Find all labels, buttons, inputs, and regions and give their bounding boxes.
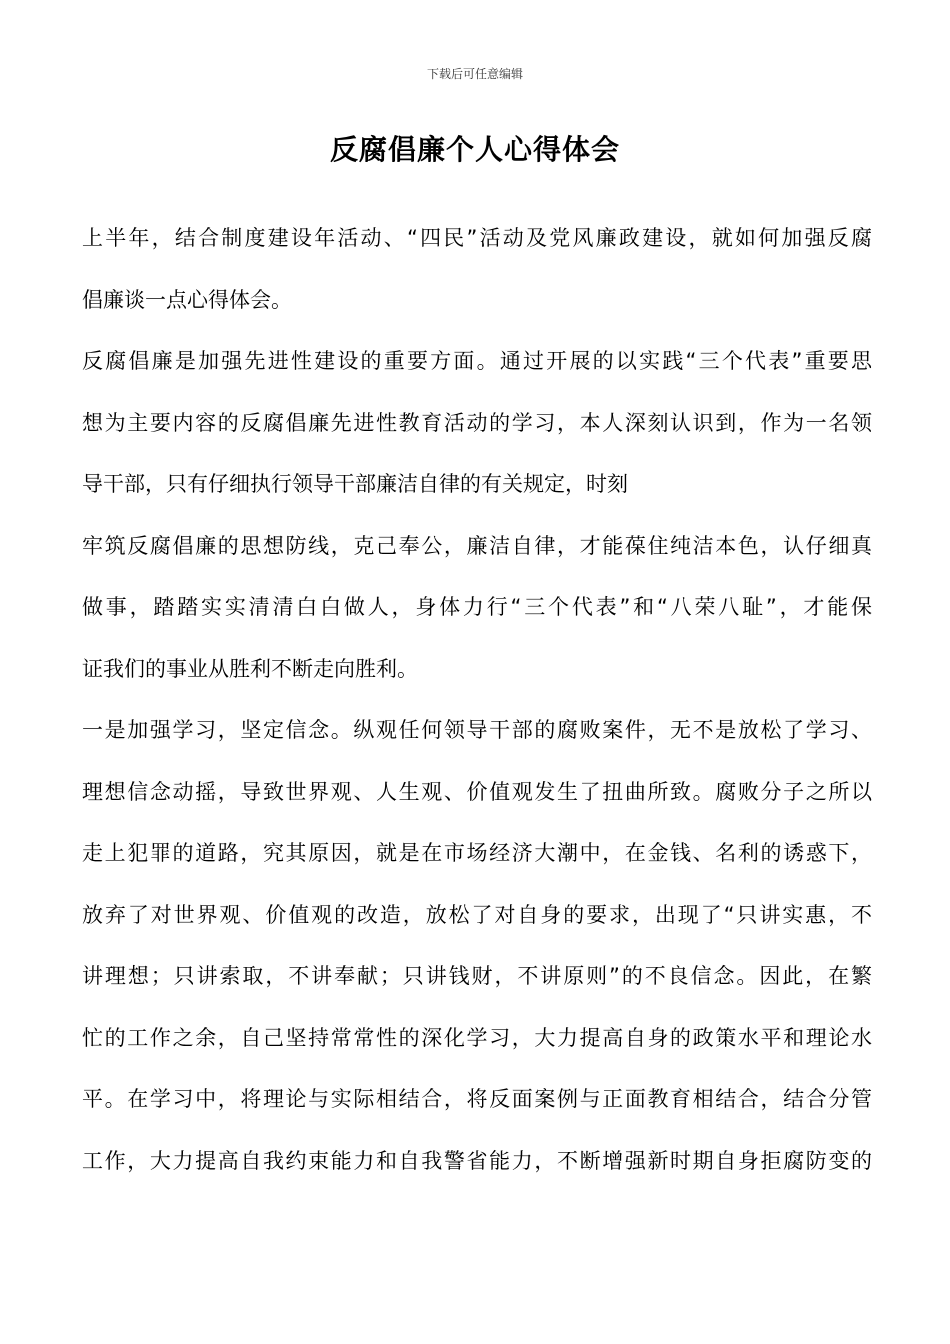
body-line: 牢筑反腐倡廉的思想防线，克己奉公，廉洁自律，才能葆住纯洁本色，认仔细真 [82, 533, 872, 558]
body-line: 工作，大力提高自我约束能力和自我警省能力，不断增强新时期自身拒腐防变的 [82, 1148, 872, 1173]
body-line: 倡廉谈一点心得体会。 [82, 287, 292, 312]
body-line: 放弃了对世界观、价值观的改造，放松了对自身的要求，出现了“只讲实惠，不 [82, 902, 872, 927]
body-line: 想为主要内容的反腐倡廉先进性教育活动的学习，本人深刻认识到，作为一名领 [82, 410, 872, 435]
body-line: 理想信念动摇，导致世界观、人生观、价值观发生了扭曲所致。腐败分子之所以 [82, 779, 872, 804]
body-line: 做事，踏踏实实清清白白做人，身体力行“三个代表”和“八荣八耻”，才能保 [82, 595, 872, 619]
document-body [82, 210, 872, 1194]
body-line: 讲理想；只讲索取，不讲奉献；只讲钱财，不讲原则”的不良信念。因此，在繁 [82, 964, 872, 988]
body-line: 反腐倡廉是加强先进性建设的重要方面。通过开展的以实践“三个代表”重要思 [82, 349, 872, 373]
body-line: 证我们的事业从胜利不断走向胜利。 [82, 656, 418, 681]
body-line: 平。在学习中，将理论与实际相结合，将反面案例与正面教育相结合，结合分管 [82, 1087, 872, 1111]
body-line: 上半年，结合制度建设年活动、“四民”活动及党风廉政建设，就如何加强反腐 [82, 226, 872, 250]
body-line: 一是加强学习，坚定信念。纵观任何领导干部的腐败案件，无不是放松了学习、 [82, 718, 872, 742]
header-note: 下载后可任意编辑 [426, 67, 523, 81]
document-title: 反腐倡廉个人心得体会 [329, 133, 620, 166]
body-line: 忙的工作之余，自己坚持常常性的深化学习，大力提高自身的政策水平和理论水 [82, 1025, 872, 1050]
body-line: 导干部，只有仔细执行领导干部廉洁自律的有关规定，时刻 [82, 472, 628, 496]
body-line: 走上犯罪的道路，究其原因，就是在市场经济大潮中，在金钱、名利的诱惑下， [82, 841, 872, 865]
